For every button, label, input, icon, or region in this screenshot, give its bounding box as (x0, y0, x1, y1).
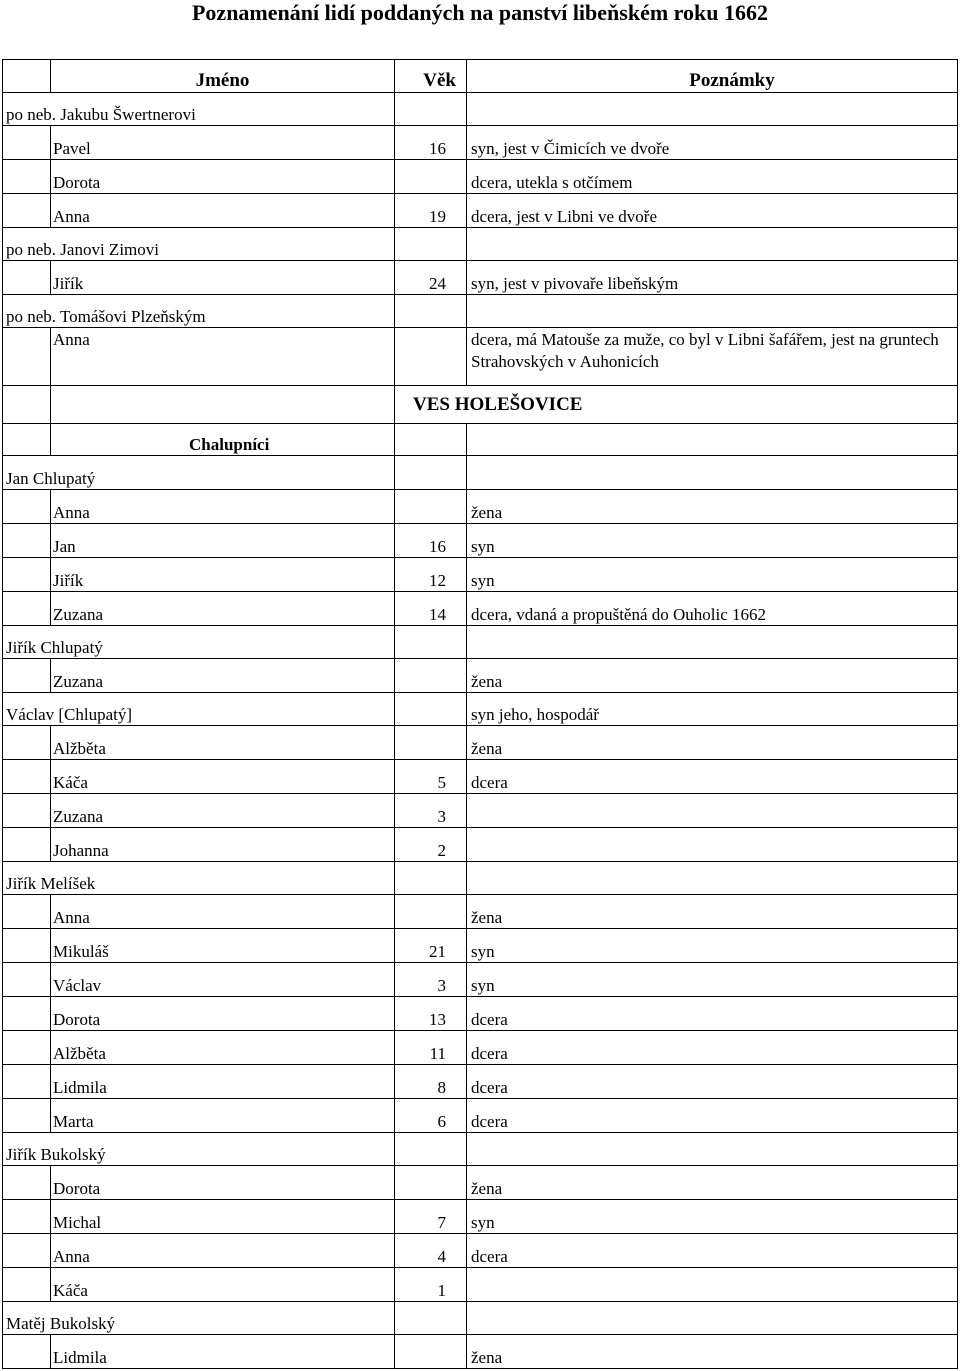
person-row (3, 1166, 958, 1200)
person-name: Jiřík (51, 261, 395, 295)
person-name: Dorota (51, 997, 395, 1031)
person-age: 16 (395, 126, 467, 160)
person-age: 1 (395, 1268, 467, 1302)
person-row (3, 592, 958, 626)
person-age (395, 160, 467, 194)
person-row (3, 328, 958, 386)
person-note: dcera (467, 1065, 958, 1099)
village-name: VES HOLEŠOVICE (395, 386, 958, 424)
person-note: syn, jest v Čimicích ve dvoře (467, 126, 958, 160)
person-row (3, 760, 958, 794)
person-note: dcera, jest v Libni ve dvoře (467, 194, 958, 228)
person-age: 6 (395, 1099, 467, 1133)
person-name: Alžběta (51, 1031, 395, 1065)
person-name: Lidmila (51, 1335, 395, 1369)
person-name: Václav (51, 963, 395, 997)
person-row (3, 194, 958, 228)
person-name: Anna (51, 194, 395, 228)
household-head: po neb. Tomášovi Plzeňským (3, 295, 395, 328)
person-note: dcera, vdaná a propuštěná do Ouholic 1662 (467, 592, 958, 626)
person-age: 13 (395, 997, 467, 1031)
group-row (3, 424, 958, 456)
person-age: 4 (395, 1234, 467, 1268)
person-age: 11 (395, 1031, 467, 1065)
household-row (3, 1133, 958, 1166)
household-head: Václav [Chlupatý] (3, 693, 395, 726)
household-head: Matěj Bukolský (3, 1302, 395, 1335)
person-note (467, 794, 958, 828)
person-note: žena (467, 726, 958, 760)
person-age (395, 726, 467, 760)
household-row (3, 456, 958, 490)
register-table (2, 59, 958, 1369)
header-age: Věk (395, 60, 467, 93)
person-name: Marta (51, 1099, 395, 1133)
header-notes: Poznámky (467, 60, 958, 93)
household-head: po neb. Jakubu Šwertnerovi (3, 93, 395, 126)
person-age: 2 (395, 828, 467, 862)
person-row (3, 929, 958, 963)
person-note: dcera (467, 760, 958, 794)
person-row (3, 524, 958, 558)
person-row (3, 726, 958, 760)
person-note (467, 828, 958, 862)
person-note: syn, jest v pivovaře libeňským (467, 261, 958, 295)
household-row (3, 93, 958, 126)
person-row (3, 828, 958, 862)
person-age: 5 (395, 760, 467, 794)
person-row (3, 1335, 958, 1369)
household-head: Jiřík Melíšek (3, 862, 395, 895)
person-age: 19 (395, 194, 467, 228)
person-age: 3 (395, 963, 467, 997)
person-name: Anna (51, 895, 395, 929)
person-row (3, 1099, 958, 1133)
person-name: Michal (51, 1200, 395, 1234)
person-row (3, 558, 958, 592)
person-age (395, 895, 467, 929)
group-name: Chalupníci (51, 424, 395, 456)
person-name: Lidmila (51, 1065, 395, 1099)
person-row (3, 1234, 958, 1268)
person-row (3, 1268, 958, 1302)
person-age: 24 (395, 261, 467, 295)
person-row (3, 1065, 958, 1099)
person-age (395, 1335, 467, 1369)
person-row (3, 261, 958, 295)
person-note: syn (467, 524, 958, 558)
person-name: Káča (51, 760, 395, 794)
person-age (395, 490, 467, 524)
person-note: dcera (467, 1099, 958, 1133)
person-row (3, 895, 958, 929)
household-head: Jiřík Bukolský (3, 1133, 395, 1166)
household-row (3, 626, 958, 659)
person-name: Anna (51, 328, 395, 386)
person-name: Dorota (51, 1166, 395, 1200)
person-note: syn (467, 929, 958, 963)
person-note: žena (467, 895, 958, 929)
person-row (3, 160, 958, 194)
person-note: žena (467, 659, 958, 693)
person-row (3, 794, 958, 828)
person-name: Zuzana (51, 794, 395, 828)
person-age: 7 (395, 1200, 467, 1234)
header-row (3, 60, 958, 93)
person-note: syn (467, 1200, 958, 1234)
person-name: Anna (51, 490, 395, 524)
person-name: Anna (51, 1234, 395, 1268)
household-head: po neb. Janovi Zimovi (3, 228, 395, 261)
household-row (3, 1302, 958, 1335)
person-note: syn (467, 558, 958, 592)
person-age: 12 (395, 558, 467, 592)
person-note: dcera (467, 997, 958, 1031)
person-age (395, 659, 467, 693)
person-age (395, 1166, 467, 1200)
page-title: Poznamenání lidí poddaných na panství libeňském roku 1662 (191, 0, 769, 25)
person-row (3, 490, 958, 524)
household-head: Jan Chlupatý (3, 456, 395, 490)
person-name: Dorota (51, 160, 395, 194)
person-note: dcera, má Matouše za muže, co byl v Libni šafářem, jest na gruntech Strahovských v Auhonicích (467, 328, 958, 386)
person-note: syn (467, 963, 958, 997)
household-head: Jiřík Chlupatý (3, 626, 395, 659)
person-name: Zuzana (51, 592, 395, 626)
header-name: Jméno (51, 60, 395, 93)
person-note: žena (467, 1335, 958, 1369)
household-row (3, 862, 958, 895)
person-name: Jan (51, 524, 395, 558)
person-age (395, 328, 467, 386)
person-age: 14 (395, 592, 467, 626)
person-age: 21 (395, 929, 467, 963)
person-name: Pavel (51, 126, 395, 160)
person-note: dcera, utekla s otčímem (467, 160, 958, 194)
household-row (3, 228, 958, 261)
person-age: 3 (395, 794, 467, 828)
person-name: Mikuláš (51, 929, 395, 963)
household-note: syn jeho, hospodář (467, 693, 958, 726)
person-row (3, 659, 958, 693)
person-row (3, 1031, 958, 1065)
person-note: dcera (467, 1031, 958, 1065)
household-row (3, 295, 958, 328)
household-row (3, 693, 958, 726)
person-age: 8 (395, 1065, 467, 1099)
person-row (3, 997, 958, 1031)
person-name: Zuzana (51, 659, 395, 693)
person-note: dcera (467, 1234, 958, 1268)
person-name: Jiřík (51, 558, 395, 592)
person-row (3, 126, 958, 160)
village-row (3, 386, 958, 424)
person-row (3, 963, 958, 997)
person-age: 16 (395, 524, 467, 558)
person-name: Johanna (51, 828, 395, 862)
person-note (467, 1268, 958, 1302)
person-name: Alžběta (51, 726, 395, 760)
person-note: žena (467, 490, 958, 524)
person-row (3, 1200, 958, 1234)
person-note: žena (467, 1166, 958, 1200)
person-name: Káča (51, 1268, 395, 1302)
